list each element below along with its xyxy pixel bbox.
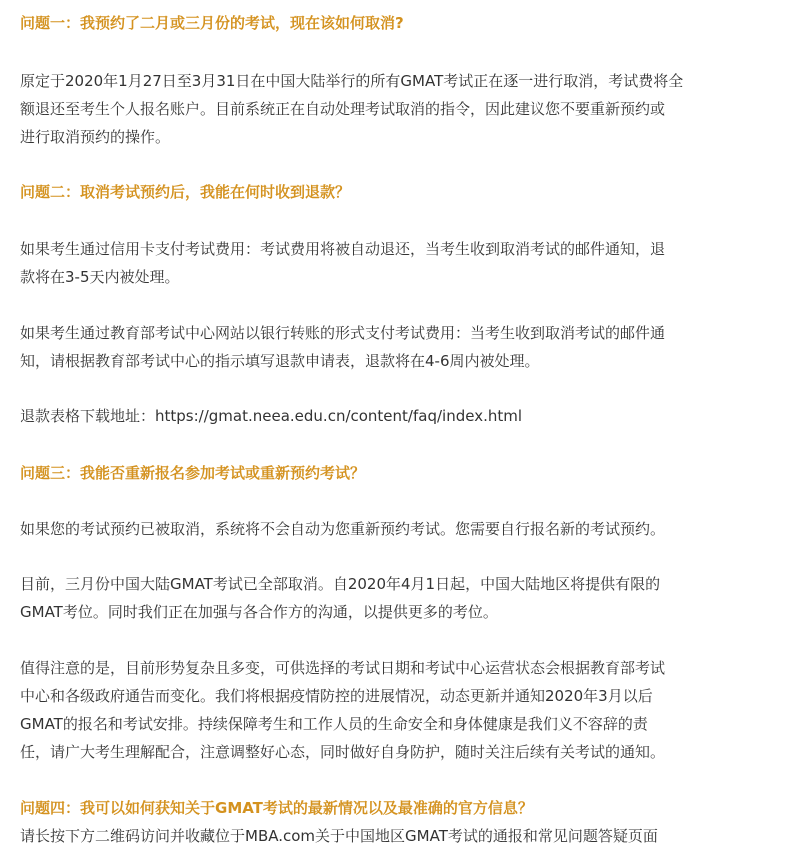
refund-form-link-paragraph[interactable]	[20, 402, 725, 430]
refund-form-url[interactable]: 退款表格下载地址：https://gmat.neea.edu.cn/content/faq/index.html	[20, 407, 523, 425]
answer-3-paragraph-2: 目前，三月份中国大陆GMAT考试已全部取消。自2020年4月1日起，中国大陆地区将提供有限的 GMAT考位。同时我们正在加强与各合作方的沟通，以提供更多的考位。	[20, 575, 661, 621]
answer-4-paragraph-1: 请长按下方二维码访问并收藏位于MBA.com关于中国地区GMAT考试的通报和常见问题答疑页面	[20, 827, 658, 845]
answer-2-paragraph-2: 如果考生通过教育部考试中心网站以银行转账的形式支付考试费用：当考生收到取消考试的邮件通 知，请根据教育部考试中心的指示填写退款申请表，退款将在4-6周内被处理。	[20, 324, 666, 370]
answer-3-paragraph-3: 值得注意的是，目前形势复杂且多变，可供选择的考试日期和考试中心运营状态会根据教育部考试 中心和各级政府通告而变化。我们将根据疫情防控的进展情况，动态更新并通知2020年3月以后 GMAT的报名和考试安排。持续保障考生和工作人员的生命安全和身体健康是我们义不容辞的责 任，请广大考生理解配合，注意调整好心态，同时做好自身防护，随时关注后续有关考试的通知。	[20, 659, 666, 761]
question-1-heading: 问题一：我预约了二月或三月份的考试，现在该如何取消?	[20, 14, 404, 32]
answer-2-paragraph-1: 如果考生通过信用卡支付考试费用：考试费用将被自动退还，当考生收到取消考试的邮件通知，退 款将在3-5天内被处理。	[20, 240, 666, 286]
question-2-heading: 问题二：取消考试预约后，我能在何时收到退款？	[20, 183, 351, 201]
answer-1-paragraph-1: 原定于2020年1月27日至3月31日在中国大陆举行的所有GMAT考试正在逐一进行取消，考试费将全 额退还至考生个人报名账户。目前系统正在自动处理考试取消的指令，因此建议您不要重新预约或 进行取消预约的操作。	[20, 72, 684, 146]
question-4-heading: 问题四：我可以如何获知关于GMAT考试的最新情况以及最准确的官方信息？	[20, 799, 533, 817]
question-3-heading: 问题三：我能否重新报名参加考试或重新预约考试？	[20, 464, 366, 482]
answer-3-paragraph-1: 如果您的考试预约已被取消，系统将不会自动为您重新预约考试。您需要自行报名新的考试预约。	[20, 520, 666, 538]
